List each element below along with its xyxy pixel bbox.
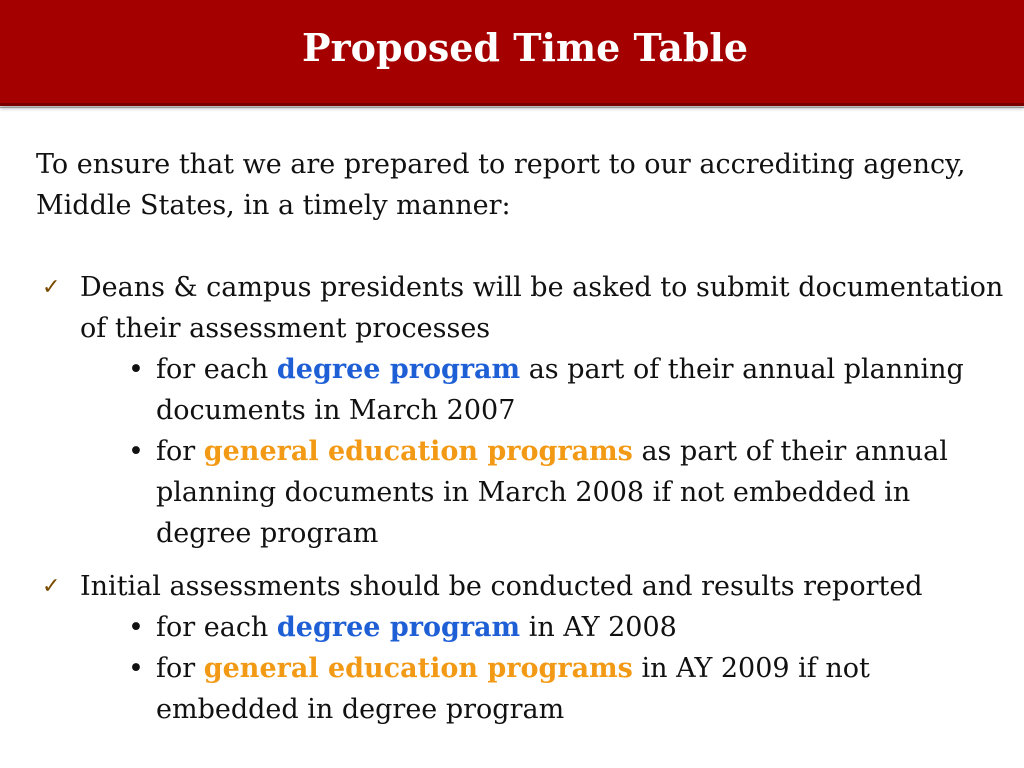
sub-bullet-prefix: for bbox=[156, 653, 204, 684]
intro-paragraph: To ensure that we are prepared to report to our accrediting agency, Middle States, in a timely manner: bbox=[36, 149, 966, 221]
slide-title: Proposed Time Table bbox=[302, 25, 748, 70]
checklist-item-initial-assessments bbox=[36, 566, 1011, 607]
sub-bullet-suffix: as part of their annual planning documents in March 2007 bbox=[156, 354, 964, 426]
sub-bullet-degree-program-2008 bbox=[36, 607, 1011, 648]
checklist-item-submit-documentation bbox=[36, 267, 1011, 349]
sub-bullet-gen-ed-2009 bbox=[36, 648, 1011, 730]
sub-bullet-suffix: in AY 2008 bbox=[520, 612, 677, 643]
bullet-icon: • bbox=[128, 354, 144, 385]
title-divider bbox=[0, 107, 1024, 108]
degree-program-highlight: degree program bbox=[276, 612, 521, 643]
bullet-icon: • bbox=[128, 653, 144, 684]
sub-bullet-prefix: for bbox=[156, 436, 204, 467]
checklist-item-text: Initial assessments should be conducted and results reported bbox=[80, 571, 923, 602]
degree-program-highlight: degree program bbox=[276, 354, 521, 385]
sub-bullet-prefix: for each bbox=[156, 612, 277, 643]
gen-ed-highlight: general education programs bbox=[203, 436, 633, 467]
sub-bullet-suffix: as part of their annual planning documents in March 2008 if not embedded in degree program bbox=[156, 436, 948, 549]
slide-body bbox=[36, 144, 1011, 730]
title-bar bbox=[0, 0, 1024, 106]
sub-bullet-degree-program-2007 bbox=[36, 349, 1011, 431]
checklist-item-text: Deans & campus presidents will be asked to submit documentation of their assessment processes bbox=[80, 272, 1004, 344]
sub-bullet-gen-ed-2008 bbox=[36, 431, 1011, 554]
bullet-icon: • bbox=[128, 612, 144, 643]
checkmark-icon: ✓ bbox=[42, 275, 61, 300]
bullet-icon: • bbox=[128, 436, 144, 467]
checkmark-icon: ✓ bbox=[42, 574, 61, 599]
gen-ed-highlight: general education programs bbox=[203, 653, 633, 684]
sub-bullet-prefix: for each bbox=[156, 354, 277, 385]
sub-bullet-suffix: in AY 2009 if not embedded in degree program bbox=[156, 653, 870, 725]
spacer bbox=[36, 554, 1011, 566]
